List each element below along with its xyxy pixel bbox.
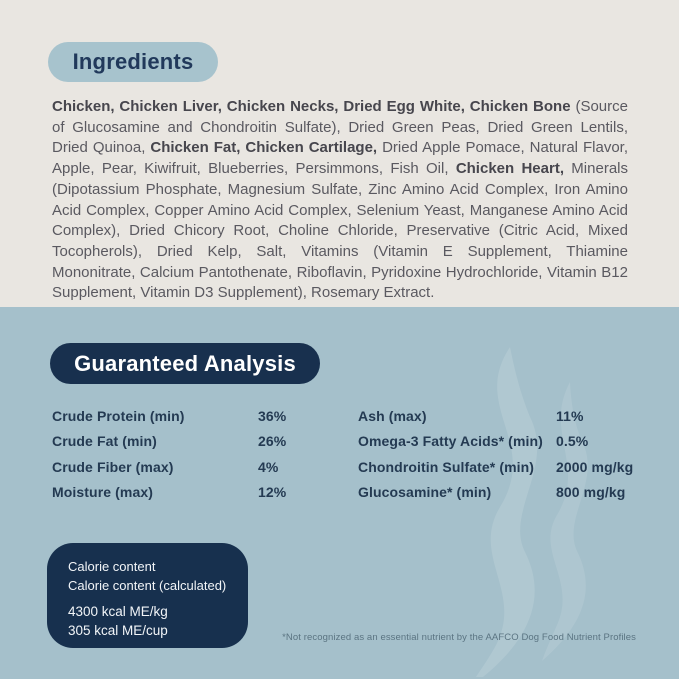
analysis-row-label: Moisture (max) (52, 484, 153, 501)
analysis-row-value: 0.5% (556, 433, 589, 450)
ingredients-title: Ingredients (72, 49, 194, 74)
ingredient-segment: Dried Apple Pomace, Natural Flavor, Apple, Pear, Kiwifruit, Blueberries, Persimmons, Fish Oil, (52, 139, 629, 178)
ingredient-segment: Minerals (Dipotassium Phosphate, Magnesium Sulfate, Zinc Amino Acid Complex, Iron Amino Acid Complex, Copper Amino Acid Complex, Selenium Yeast, Manganese Amino Acid Complex), Dried Chicory Root, Choline Chloride, Preservative (Citric Acid, Mixed Tocopherols), Dried Kelp, Salt, Vitamins (Vitamin E Supplement, Thiamine Mononitrate, Calcium Pantothenate, Riboflavin, Pyridoxine Hydrochloride, Vitamin B12 Supplement, Vitamin D3 Supplement), Rosemary Extract. (52, 160, 628, 302)
analysis-row-label: Crude Fiber (max) (52, 458, 174, 475)
ingredients-section (0, 0, 679, 307)
analysis-row (52, 429, 352, 455)
ingredients-paragraph (52, 97, 628, 304)
calorie-heading-line2: Calorie content (calculated) (68, 577, 227, 593)
analysis-title: Guaranteed Analysis (74, 350, 296, 376)
analysis-row (358, 454, 648, 480)
analysis-title-pill (50, 343, 320, 384)
analysis-table-left-column (52, 403, 352, 505)
analysis-row-value: 11% (556, 407, 584, 424)
analysis-row (52, 480, 352, 506)
analysis-row-value: 36% (258, 407, 287, 424)
analysis-row (358, 480, 648, 506)
calorie-headings (68, 558, 248, 595)
analysis-row-label: Omega-3 Fatty Acids* (min) (358, 433, 543, 450)
calorie-content-box (47, 543, 248, 648)
ingredient-bold-segment: Chicken Heart, (455, 160, 564, 178)
calorie-values (68, 603, 248, 640)
analysis-row-value: 4% (258, 458, 279, 475)
analysis-row (358, 429, 648, 455)
analysis-table-right-column (358, 403, 648, 505)
analysis-row-value: 12% (258, 484, 287, 501)
analysis-row (52, 403, 352, 429)
calorie-value-per-cup: 305 kcal ME/cup (68, 622, 168, 638)
calorie-heading-line1: Calorie content (68, 559, 156, 574)
calorie-value-per-kg: 4300 kcal ME/kg (68, 604, 168, 619)
ingredient-bold-segment: Chicken Fat, Chicken Cartilage, (150, 139, 378, 157)
analysis-row-value: 800 mg/kg (556, 484, 626, 501)
analysis-row (358, 403, 648, 429)
ingredient-segment: (Source of Glucosamine and Chondroitin Sulfate), Dried Green Peas, Dried Green Lentils, Dried Quinoa, (52, 98, 628, 157)
flame-swirl-watermark (415, 347, 625, 677)
analysis-row-label: Glucosamine* (min) (358, 484, 492, 501)
aafco-footnote: *Not recognized as an essential nutrient by the AAFCO Dog Food Nutrient Profiles (282, 632, 636, 643)
analysis-row-label: Crude Fat (min) (52, 433, 157, 450)
ingredient-bold-segment: Chicken, Chicken Liver, Chicken Necks, Dried Egg White, Chicken Bone (52, 98, 571, 115)
ingredients-title-pill (48, 42, 218, 82)
analysis-row-label: Ash (max) (358, 407, 427, 424)
analysis-row (52, 454, 352, 480)
analysis-row-label: Crude Protein (min) (52, 407, 185, 424)
analysis-row-value: 26% (258, 433, 287, 450)
guaranteed-analysis-section (0, 307, 679, 679)
analysis-row-label: Chondroitin Sulfate* (min) (358, 458, 535, 475)
analysis-row-value: 2000 mg/kg (556, 458, 634, 475)
